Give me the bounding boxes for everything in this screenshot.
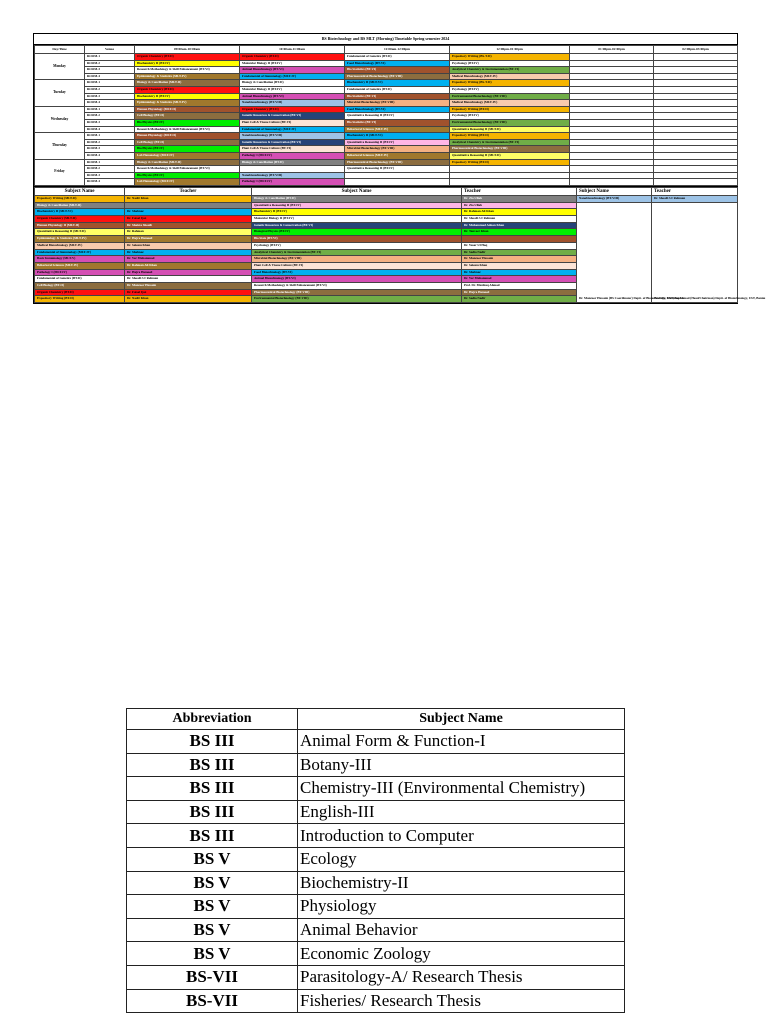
class-slot <box>570 172 654 179</box>
class-slot: Psychology (BT-IV) <box>450 86 570 93</box>
legend-subject: Behavioral Sciences (MLT-IV) <box>35 262 125 269</box>
subject-row <box>127 965 625 989</box>
class-slot <box>450 172 570 179</box>
class-slot: Nanobiotechnology (BT-VIII) <box>240 100 345 107</box>
class-slot: Pharmaceutical Biotechnology (BT-VIII) <box>345 159 450 166</box>
legend-teacher <box>125 202 252 209</box>
class-slot: Plant Cell & Tissue Culture (BT-VI) <box>240 119 345 126</box>
legend-header-cell: Subject Name <box>577 187 652 195</box>
venue-cell: ROOM-3 <box>85 67 135 74</box>
class-slot: Molecular Biology II (BT-IV) <box>240 60 345 67</box>
legend-row <box>35 195 738 202</box>
timetable-row <box>35 106 738 113</box>
class-slot: Genetic Resources & Conservation (BT-VI) <box>240 139 345 146</box>
class-slot: Behavioral Sciences (MLT-IV) <box>345 152 450 159</box>
abbreviation-cell: BS III <box>127 800 298 824</box>
legend-header-cell: Teacher <box>125 187 252 195</box>
legend-row <box>35 202 738 209</box>
venue-cell: ROOM-3 <box>85 172 135 179</box>
class-slot <box>570 166 654 173</box>
timetable-grid <box>34 45 738 186</box>
class-slot <box>570 67 654 74</box>
class-slot: Bio Physics (BT-IV) <box>135 119 240 126</box>
legend-teacher: Dr. Yar Muhammad <box>125 256 252 263</box>
legend-teacher: Dr. Shaista Shoaib <box>125 222 252 229</box>
class-slot: Pathology I (MLT-IV) <box>240 179 345 186</box>
class-slot: Research Methodology & Skill Enhancement (BT-VI) <box>135 166 240 173</box>
day-cell: Thursday <box>35 133 85 159</box>
class-slot: Expository Writing (BS-T-II) <box>450 80 570 87</box>
subject-name-cell: Fisheries/ Research Thesis <box>298 989 625 1013</box>
timetable-row <box>35 80 738 87</box>
timetable-header-cell: 11:00am-12:00pm <box>345 46 450 54</box>
subject-name-cell: Introduction to Computer <box>298 824 625 848</box>
timetable-row <box>35 73 738 80</box>
timetable-header-row <box>35 46 738 54</box>
class-slot <box>570 133 654 140</box>
legend-teacher: Dr. Nadir Khan <box>125 195 252 202</box>
class-slot <box>654 67 738 74</box>
timetable-row <box>35 126 738 133</box>
class-slot: Research Methodology & Skill Enhancement (BT-VI) <box>135 67 240 74</box>
class-slot <box>654 54 738 61</box>
legend-teacher: Dr. Shoaib Ur Rehman <box>462 215 577 222</box>
legend-teacher: Dr. Saleem Khan <box>462 262 577 269</box>
abbreviation-cell: BS V <box>127 942 298 966</box>
subject-name-header: Subject Name <box>298 709 625 730</box>
class-slot: Food Biotechnology (BT-VI) <box>345 106 450 113</box>
venue-cell: ROOM-4 <box>85 100 135 107</box>
day-cell: Monday <box>35 54 85 80</box>
timetable-row <box>35 166 738 173</box>
timetable-header-cell: Venue <box>85 46 135 54</box>
venue-cell: ROOM-1 <box>85 80 135 87</box>
class-slot <box>570 93 654 100</box>
legend-subject: Expository Writing (MLT-II) <box>35 195 125 202</box>
subjects-header-row <box>127 709 625 730</box>
class-slot: Biochemistry II (BT-IV) <box>135 60 240 67</box>
legend-subject: Fundamental of Genetics (BT-II) <box>35 276 125 283</box>
class-slot <box>570 106 654 113</box>
venue-cell: ROOM-2 <box>85 166 135 173</box>
class-slot <box>654 152 738 159</box>
venue-cell: ROOM-2 <box>85 139 135 146</box>
timetable-row <box>35 54 738 61</box>
legend-subject: Biological Physics (BT-IV) <box>252 229 462 236</box>
legend-section <box>34 186 766 303</box>
timetable-header-cell: 12:00pm-01:00pm <box>450 46 570 54</box>
subject-row <box>127 847 625 871</box>
class-slot <box>450 179 570 186</box>
legend-subject: Biology & Conciliation (BT-II) <box>252 195 462 202</box>
legend-teacher: Dr. Manzoor Hussain <box>125 283 252 290</box>
subject-row <box>127 918 625 942</box>
legend-subject: Analytical Chemistry & Instrumentation (BT-VI) <box>252 249 462 256</box>
subject-row <box>127 824 625 848</box>
subject-name-cell: Economic Zoology <box>298 942 625 966</box>
class-slot: Biology & Conciliation (BT-II) <box>240 159 345 166</box>
class-slot: Food Biotechnology (BT-VI) <box>345 60 450 67</box>
legend-teacher: Dr. Shahnaz <box>125 249 252 256</box>
class-slot <box>570 73 654 80</box>
legend-subject: Quantitative Reasoning II (MLT-II) <box>35 229 125 236</box>
legend-subject: Bio Stats (BT-VI) <box>252 236 462 243</box>
subject-row <box>127 989 625 1013</box>
legend-grid <box>34 187 766 303</box>
subject-row <box>127 942 625 966</box>
legend-subject: Research Methodology & Skill Enhancement (BT-VI) <box>252 283 462 290</box>
class-slot: Analytical Chemistry & Instrumentation (BT-VI) <box>450 139 570 146</box>
class-slot <box>654 93 738 100</box>
class-slot: Research Methodology & Skill Enhancement (BT-VI) <box>135 126 240 133</box>
class-slot: Microbial Biotechnology (BT-VIII) <box>345 100 450 107</box>
class-slot: Environmental Biotechnology (BT-VIII) <box>450 119 570 126</box>
legend-header-cell: Subject Name <box>252 187 462 195</box>
legend-teacher: Dr. Shahnaz <box>125 209 252 216</box>
legend-teacher: Dr. Rahman <box>125 229 252 236</box>
abbreviation-cell: BS III <box>127 824 298 848</box>
class-slot <box>570 152 654 159</box>
class-slot: Animal Biotechnology (BT-VI) <box>240 93 345 100</box>
timetable-row <box>35 139 738 146</box>
timetable-row <box>35 179 738 186</box>
legend-teacher: Prof. Dr. Mushtaq Ahmad <box>462 283 577 290</box>
class-slot: Organic Chemistry (BT-II) <box>240 106 345 113</box>
timetable-row <box>35 93 738 100</box>
legend-subject: Biochemistry II (MLT-VI) <box>35 209 125 216</box>
class-slot: Psychology (BT-IV) <box>450 60 570 67</box>
subject-row <box>127 777 625 801</box>
subject-name-cell: Parasitology-A/ Research Thesis <box>298 965 625 989</box>
class-slot: Bio Statistics (BT-VI) <box>345 119 450 126</box>
class-slot <box>654 172 738 179</box>
class-slot <box>570 159 654 166</box>
class-slot <box>654 113 738 120</box>
class-slot: Lab Hematology (MLT-IV) <box>135 179 240 186</box>
class-slot: Bio Statistics (BT-VI) <box>345 93 450 100</box>
subjects-table <box>126 708 625 1013</box>
class-slot: Environmental Biotechnology (BT-VIII) <box>450 93 570 100</box>
class-slot <box>654 60 738 67</box>
timetable-header-cell: 02:00pm-03:00pm <box>654 46 738 54</box>
venue-cell: ROOM-3 <box>85 93 135 100</box>
class-slot: Human Physiology (MLT-II) <box>135 106 240 113</box>
class-slot: Cell Biology (BT-II) <box>135 139 240 146</box>
legend-subject: Nanobiotechnology (BT-VIII) <box>577 195 652 202</box>
legend-teacher: Dr. Yasar Ul Haq <box>462 242 577 249</box>
legend-subject: Organic Chemistry (MLT-II) <box>35 215 125 222</box>
abbreviation-cell: BS V <box>127 871 298 895</box>
class-slot: Microbial Biotechnology (BT-VIII) <box>345 146 450 153</box>
timetable-row <box>35 86 738 93</box>
class-slot <box>654 100 738 107</box>
class-slot <box>345 179 450 186</box>
class-slot: Fundamental of Genetics (BT-II) <box>345 86 450 93</box>
legend-teacher: Dr. Hajra Hameed <box>125 269 252 276</box>
class-slot: Fundamental of Immunology (MLT-IV) <box>240 126 345 133</box>
venue-cell: ROOM-3 <box>85 146 135 153</box>
class-slot <box>570 179 654 186</box>
venue-cell: ROOM-1 <box>85 133 135 140</box>
class-slot <box>570 146 654 153</box>
subject-name-cell: Chemistry-III (Environmental Chemistry) <box>298 777 625 801</box>
class-slot: Quantitative Reasoning II (MLT-II) <box>450 126 570 133</box>
legend-subject: Cell Biology (BT-II) <box>35 283 125 290</box>
class-slot: Analytical Chemistry & Instrumentation (BT-VI) <box>450 67 570 74</box>
abbreviation-cell: BS V <box>127 895 298 919</box>
timetable-row <box>35 172 738 179</box>
abbreviation-cell: BS III <box>127 753 298 777</box>
class-slot <box>654 166 738 173</box>
day-cell: Friday <box>35 159 85 185</box>
legend-teacher: Dr. Manzoor Hussain <box>462 256 577 263</box>
legend-subject: Animal Biotechnology (BT-VI) <box>252 276 462 283</box>
class-slot: Nanobiotechnology (BT-VIII) <box>240 133 345 140</box>
venue-cell: ROOM-1 <box>85 159 135 166</box>
class-slot: Psychology (BT-IV) <box>450 113 570 120</box>
class-slot: Expository Writing (BT-II) <box>450 133 570 140</box>
subject-name-cell: English-III <box>298 800 625 824</box>
timetable-row <box>35 60 738 67</box>
class-slot: Bio Physics (BT-IV) <box>135 146 240 153</box>
class-slot: Genetic Resources & Conservation (BT-VI) <box>240 113 345 120</box>
class-slot: Quantitative Reasoning II (BT-IV) <box>345 139 450 146</box>
class-slot <box>570 86 654 93</box>
class-slot <box>654 80 738 87</box>
abbreviation-cell: BS III <box>127 730 298 754</box>
class-slot <box>570 113 654 120</box>
legend-subject: Biology & Conciliation (MLT-II) <box>35 202 125 209</box>
timetable-row <box>35 67 738 74</box>
class-slot: Organic Chemistry (BT-II) <box>135 86 240 93</box>
venue-cell: ROOM-1 <box>85 106 135 113</box>
subject-name-cell: Animal Behavior <box>298 918 625 942</box>
class-slot: Quantitative Reasoning II (BT-IV) <box>345 166 450 173</box>
class-slot: Human Physiology (MLT-II) <box>135 133 240 140</box>
class-slot <box>654 146 738 153</box>
class-slot <box>570 126 654 133</box>
legend-header-cell: Subject Name <box>35 187 125 195</box>
class-slot: Pharmaceutical Biotechnology (BT-VIII) <box>345 73 450 80</box>
class-slot: Expository Writing (BT-II) <box>450 106 570 113</box>
class-slot: Fundamental of Genetics (BT-II) <box>345 54 450 61</box>
class-slot <box>654 73 738 80</box>
class-slot: Animal Biotechnology (BT-VI) <box>240 67 345 74</box>
class-slot <box>450 166 570 173</box>
abbreviation-cell: BS III <box>127 777 298 801</box>
legend-subject: Quantitative Reasoning II (BT-IV) <box>252 202 462 209</box>
class-slot <box>570 100 654 107</box>
subject-name-cell: Animal Form & Function-I <box>298 730 625 754</box>
subject-row <box>127 800 625 824</box>
class-slot: Biochemistry II (MLT-VI) <box>345 133 450 140</box>
class-slot: Organic Chemistry (BT-II) <box>135 54 240 61</box>
class-slot <box>654 126 738 133</box>
timetable-row <box>35 159 738 166</box>
legend-teacher: Dr. Rahman Ali Khan <box>462 209 577 216</box>
timetable-row <box>35 100 738 107</box>
legend-teacher <box>462 236 577 243</box>
class-slot <box>570 139 654 146</box>
subject-row <box>127 895 625 919</box>
legend-header-row <box>35 187 738 195</box>
legend-subject: Medical Biotechnology (MLT-IV) <box>35 242 125 249</box>
venue-cell: ROOM-4 <box>85 152 135 159</box>
legend-subject: Organic Chemistry (BT-II) <box>35 289 125 296</box>
class-slot <box>240 166 345 173</box>
legend-teacher: Dr. Faisal Ijaz <box>125 215 252 222</box>
class-slot: Nanobiotechnology (BT-VIII) <box>240 172 345 179</box>
class-slot: Expository Writing (BS-T-II) <box>450 54 570 61</box>
abbreviation-cell: BS-VII <box>127 989 298 1013</box>
subject-row <box>127 871 625 895</box>
timetable-header-cell: 10:00am-11:00am <box>240 46 345 54</box>
class-slot <box>654 86 738 93</box>
legend-teacher: Dr. Shahnaz <box>462 269 577 276</box>
class-slot: Epidemiology & Statistics (MLT-IV) <box>135 100 240 107</box>
legend-teacher: Dr. Hajra Hameed <box>462 289 577 296</box>
legend-teacher: Dr. Saleem Khan <box>125 242 252 249</box>
class-slot <box>654 139 738 146</box>
subject-name-cell: Biochemistry-II <box>298 871 625 895</box>
legend-subject: Epidemiology & Statistics (MLT-IV) <box>35 236 125 243</box>
abbreviation-cell: BS V <box>127 847 298 871</box>
legend-subject: Basic Immunology (MLT-V) <box>35 256 125 263</box>
class-slot: Biology & Conciliation (BT-II) <box>240 80 345 87</box>
legend-header-cell: Teacher <box>462 187 577 195</box>
subject-row <box>127 753 625 777</box>
class-slot <box>654 119 738 126</box>
legend-subject: Environmental Biotechnology (BT-VIII) <box>252 296 462 303</box>
venue-cell: ROOM-3 <box>85 119 135 126</box>
legend-subject: Plant Cell & Tissue Culture (BT-VI) <box>252 262 462 269</box>
timetable-row <box>35 146 738 153</box>
legend-subject: Psychology (BT-IV) <box>252 242 462 249</box>
timetable-row <box>35 119 738 126</box>
legend-subject: Biochemistry II (BT-IV) <box>252 209 462 216</box>
class-slot: Lab Hematology (MLT-IV) <box>135 152 240 159</box>
class-slot: Quantitative Reasoning II (MLT-II) <box>450 152 570 159</box>
class-slot: Bio Statistics (BT-VI) <box>345 67 450 74</box>
legend-subject: Food Biotechnology (BT-VI) <box>252 269 462 276</box>
class-slot: Biology & Conciliation (MLT-II) <box>135 159 240 166</box>
class-slot: Cell Biology (BT-II) <box>135 113 240 120</box>
class-slot <box>654 179 738 186</box>
class-slot <box>654 159 738 166</box>
timetable-row <box>35 133 738 140</box>
legend-subject: Human Physiology II (MLT-II) <box>35 222 125 229</box>
legend-teacher: Dr. Shoaib Ur Rehman <box>652 195 738 202</box>
abbreviation-cell: BS V <box>127 918 298 942</box>
class-slot: Organic Chemistry (BT-II) <box>240 54 345 61</box>
class-slot: Medical Biotechnology (MLT-IV) <box>450 73 570 80</box>
venue-cell: ROOM-2 <box>85 86 135 93</box>
abbreviation-cell: BS-VII <box>127 965 298 989</box>
venue-cell: ROOM-2 <box>85 60 135 67</box>
legend-teacher: Dr. Zia Ullah <box>462 202 577 209</box>
timetable-title: BS Biotechnology and BS MLT (Morning) Timetable Spring semester 2024 <box>34 34 737 45</box>
class-slot <box>654 106 738 113</box>
legend-subject: Expository Writing (BT-II) <box>35 296 125 303</box>
legend-subject: Pathology I (MLT-IV) <box>35 269 125 276</box>
timetable-header-cell: Day/Time <box>35 46 85 54</box>
class-slot: Pathology I (MLT-IV) <box>240 152 345 159</box>
subject-name-cell: Ecology <box>298 847 625 871</box>
class-slot: Epidemiology & Statistics (MLT-IV) <box>135 73 240 80</box>
venue-cell: ROOM-1 <box>85 54 135 61</box>
class-slot: Medical Biotechnology (MLT-IV) <box>450 100 570 107</box>
coordinator-signature: Dr. Manzoor Hussain (BS Coordinator) Deptt. of Biotechnology, UST, Bannu <box>577 202 652 303</box>
class-slot: Pharmaceutical Biotechnology (BT-VIII) <box>450 146 570 153</box>
legend-teacher: Dr. Faisal Ijaz <box>125 289 252 296</box>
class-slot: Behavioral Sciences (MLT-IV) <box>345 126 450 133</box>
class-slot: Expository Writing (BT-II) <box>450 159 570 166</box>
class-slot <box>570 119 654 126</box>
venue-cell: ROOM-2 <box>85 113 135 120</box>
class-slot <box>570 80 654 87</box>
day-cell: Wednesday <box>35 106 85 132</box>
legend-teacher: Dr. Muhammad Adnan Khan <box>462 222 577 229</box>
legend-teacher: Dr. Zia Ullah <box>462 195 577 202</box>
legend-teacher: Dr. Hajra Hameed <box>125 236 252 243</box>
class-slot <box>654 133 738 140</box>
legend-header-cell: Teacher <box>652 187 738 195</box>
legend-teacher: Dr. Shoaib Ur Rehman <box>125 276 252 283</box>
chairman-signature: Prof. Dr. Mushtaq Ahmad (Head/Chairman) Deptt. of Biotechnology, UST, Bannu <box>652 202 738 303</box>
legend-teacher: Dr. Sadia Nadir <box>462 249 577 256</box>
subject-name-cell: Physiology <box>298 895 625 919</box>
legend-subject: Molecular Biology II (BT-IV) <box>252 215 462 222</box>
class-slot: Biology & Conciliation (MLT-II) <box>135 80 240 87</box>
class-slot <box>345 172 450 179</box>
day-cell: Tuesday <box>35 80 85 106</box>
legend-subject: Fundamental of Immunology (MLT-IV) <box>35 249 125 256</box>
class-slot <box>570 54 654 61</box>
abbreviation-header: Abbreviation <box>127 709 298 730</box>
class-slot: Molecular Biology II (BT-IV) <box>240 86 345 93</box>
subject-row <box>127 730 625 754</box>
legend-teacher: Dr. Nadir Khan <box>125 296 252 303</box>
timetable-header-cell: 01:00pm-02:00pm <box>570 46 654 54</box>
legend-teacher: Dr. Rahman Ali Khan <box>125 262 252 269</box>
class-slot: Biochemistry II (MLT-VI) <box>345 80 450 87</box>
legend-subject: Microbial Biotechnology (BT-VIII) <box>252 256 462 263</box>
venue-cell: ROOM-4 <box>85 179 135 186</box>
legend-teacher: Dr. Sadia Nadir <box>462 296 577 303</box>
legend-teacher: Dr. Yar Muhammad <box>462 276 577 283</box>
class-slot: Fundamental of Immunology (MLT-IV) <box>240 73 345 80</box>
class-slot: Bio Physics (BT-IV) <box>135 172 240 179</box>
subject-name-cell: Botany-III <box>298 753 625 777</box>
legend-teacher: Dr. Tanveer Khan <box>462 229 577 236</box>
timetable-row <box>35 113 738 120</box>
class-slot <box>570 60 654 67</box>
venue-cell: ROOM-4 <box>85 73 135 80</box>
timetable-row <box>35 152 738 159</box>
legend-subject: Pharmaceutical Biotechnology (BT-VIII) <box>252 289 462 296</box>
legend-subject: Genetic Resources & Conservation (BT-VI) <box>252 222 462 229</box>
venue-cell: ROOM-4 <box>85 126 135 133</box>
class-slot: Biochemistry II (BT-IV) <box>135 93 240 100</box>
timetable-sheet <box>33 33 766 304</box>
class-slot: Plant Cell & Tissue Culture (BT-VI) <box>240 146 345 153</box>
timetable-header-cell: 09:00am-10:00am <box>135 46 240 54</box>
class-slot: Quantitative Reasoning II (BT-IV) <box>345 113 450 120</box>
